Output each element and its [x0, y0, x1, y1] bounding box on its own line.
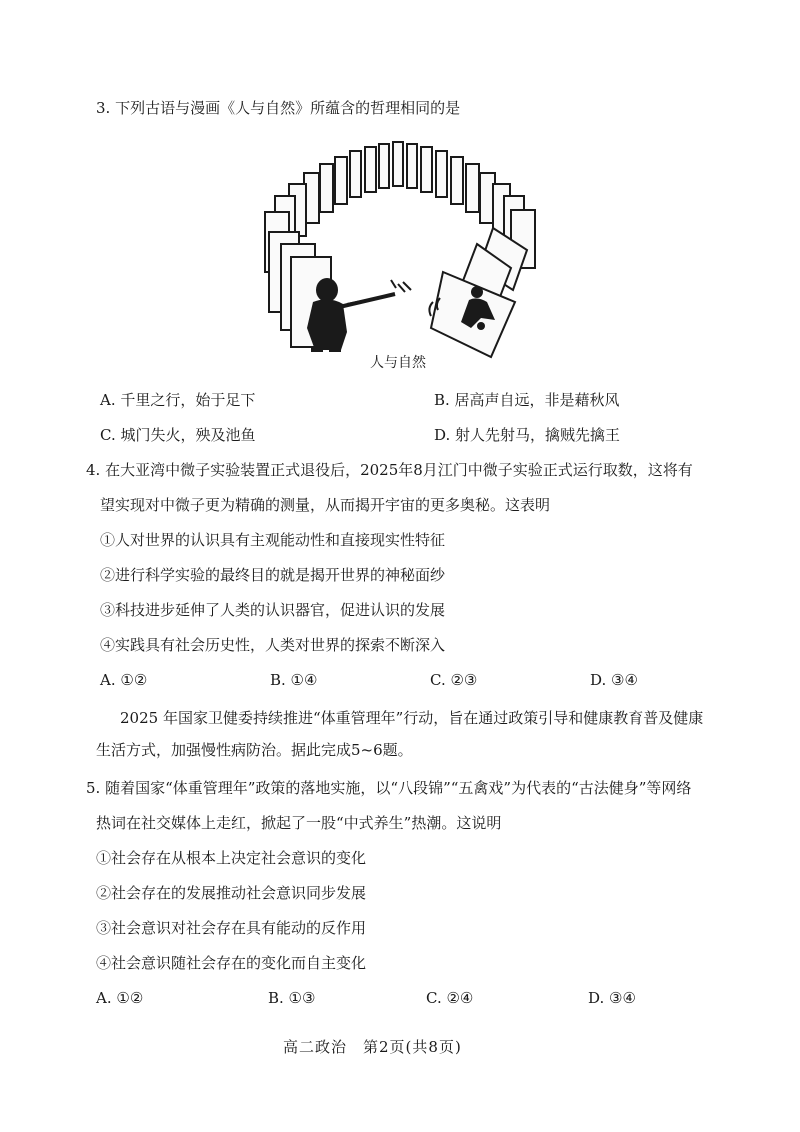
q5-stem-line1: 5. 随着国家“体重管理年”政策的落地实施，以“八段锦”“五禽戏”为代表的“古法健身”等网络 — [86, 779, 692, 797]
q4-option-b: B. ①④ — [270, 671, 318, 689]
q3-option-b: B. 居高声自远，非是藉秋风 — [434, 391, 620, 409]
q4-statement-3: ③科技进步延伸了人类的认识器官，促进认识的发展 — [100, 601, 446, 619]
q4-option-c: C. ②③ — [430, 671, 478, 689]
q4-statement-4: ④实践具有社会历史性，人类对世界的探索不断深入 — [100, 636, 446, 654]
material-line2: 生活方式，加强慢性病防治。据此完成5~6题。 — [96, 741, 413, 759]
q4-stem-line2: 望实现对中微子更为精确的测量，从而揭开宇宙的更多奥秘。这表明 — [100, 496, 551, 514]
q3-figure-caption: 人与自然 — [370, 355, 426, 371]
q5-option-d: D. ③④ — [588, 989, 636, 1007]
q5-option-c: C. ②④ — [426, 989, 474, 1007]
q4-option-d: D. ③④ — [590, 671, 638, 689]
q3-option-d: D. 射人先射马，擒贼先擒王 — [434, 426, 621, 444]
q5-option-b: B. ①③ — [268, 989, 316, 1007]
q5-statement-1: ①社会存在从根本上决定社会意识的变化 — [96, 849, 367, 867]
q5-statement-4: ④社会意识随社会存在的变化而自主变化 — [96, 954, 367, 972]
q4-option-a: A. ①② — [100, 671, 148, 689]
q4-statement-2: ②进行科学实验的最终目的就是揭开世界的神秘面纱 — [100, 566, 446, 584]
q3-stem: 3. 下列古语与漫画《人与自然》所蕴含的哲理相同的是 — [96, 99, 461, 117]
q3-option-a: A. 千里之行，始于足下 — [100, 391, 256, 409]
q4-statement-1: ①人对世界的认识具有主观能动性和直接现实性特征 — [100, 531, 446, 549]
material-line1: 2025 年国家卫健委持续推进“体重管理年”行动，旨在通过政策引导和健康教育普及健康 — [120, 709, 704, 727]
domino-cartoon-image — [255, 132, 545, 362]
q5-stem-line2: 热词在社交媒体上走红，掀起了一股“中式养生”热潮。这说明 — [96, 814, 502, 832]
q5-option-a: A. ①② — [96, 989, 144, 1007]
q3-option-c: C. 城门失火，殃及池鱼 — [100, 426, 256, 444]
q5-statement-2: ②社会存在的发展推动社会意识同步发展 — [96, 884, 367, 902]
q4-stem-line1: 4. 在大亚湾中微子实验装置正式退役后，2025年8月江门中微子实验正式运行取数，这将有 — [86, 461, 693, 479]
page-footer: 高二政治 第2页(共8页) — [283, 1038, 462, 1056]
q5-statement-3: ③社会意识对社会存在具有能动的反作用 — [96, 919, 367, 937]
